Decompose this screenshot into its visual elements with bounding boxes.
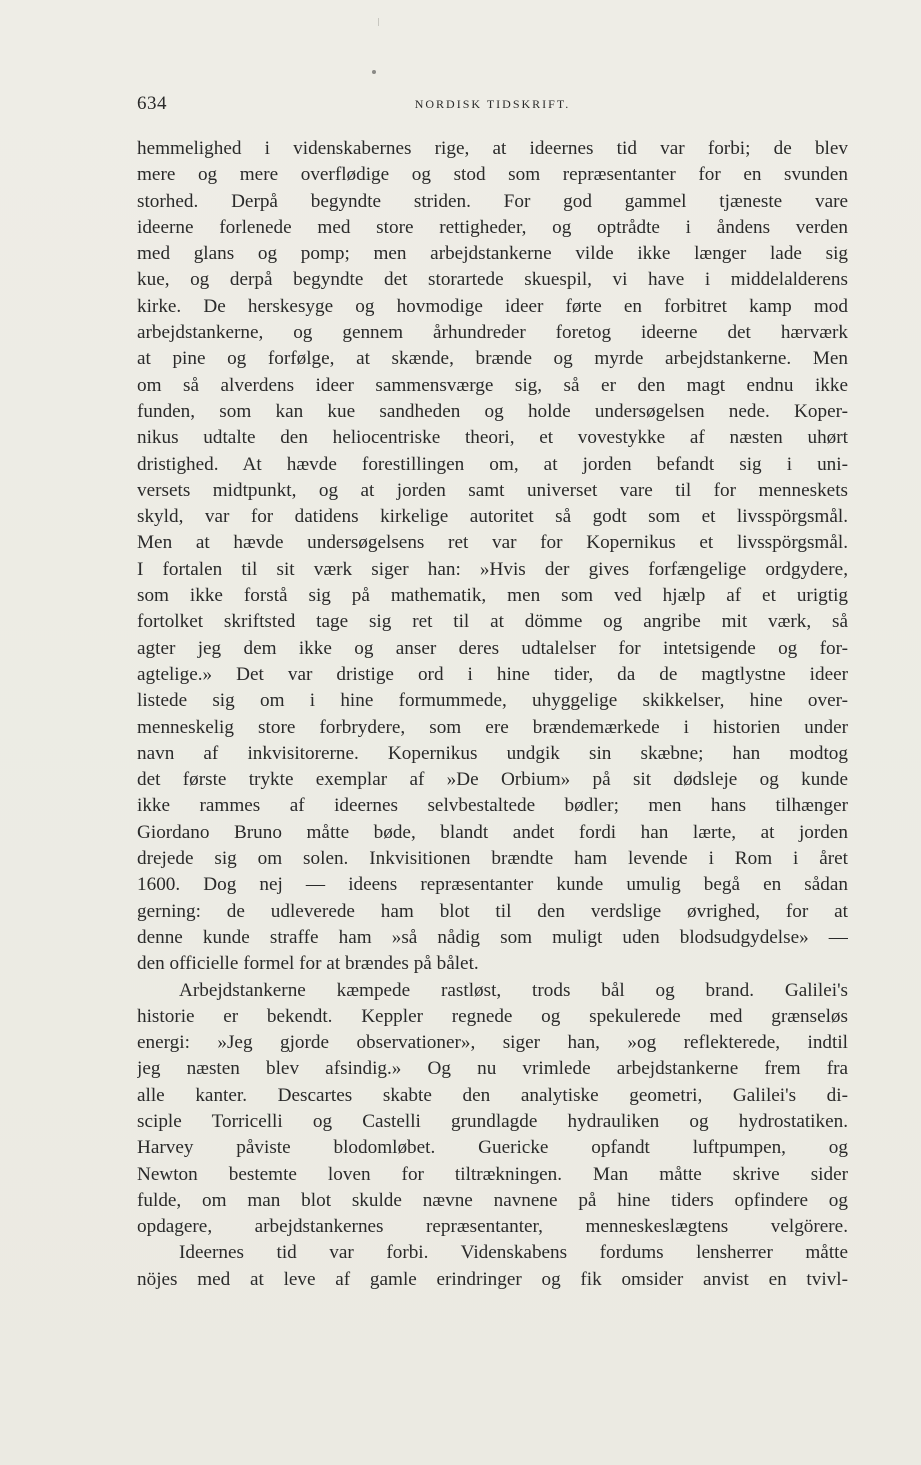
text-line: om så alverdens ideer sammensværge sig, så er den magt endnu ikke xyxy=(137,374,848,396)
text-line: sciple Torricelli og Castelli grundlagde hydrauliken og hydrostatiken. xyxy=(137,1110,848,1132)
text-line: mere og mere overflødige og stod som repræsentanter for en svunden xyxy=(137,164,848,186)
text-line: ikke rammes af ideernes selvbestaltede bødler; men hans tilhænger xyxy=(137,795,848,817)
ink-speck xyxy=(378,18,379,26)
text-line: I fortalen til sit værk siger han: »Hvis der gives forfængelige ordgydere, xyxy=(137,558,848,580)
text-line: hemmelighed i videnskabernes rige, at ideernes tid var forbi; de blev xyxy=(137,138,848,159)
text-line: versets midtpunkt, og at jorden samt universet vare til for menneskets xyxy=(137,479,848,501)
text-line: alle kanter. Descartes skabte den analytiske geometri, Galilei's di- xyxy=(137,1084,848,1106)
text-line: Giordano Bruno måtte bøde, blandt andet fordi han lærte, at jorden xyxy=(137,821,848,843)
text-line: Newton bestemte loven for tiltrækningen. Man måtte skrive sider xyxy=(137,1163,848,1185)
text-line: at pine og forfølge, at skænde, brænde og myrde arbejdstankerne. Men xyxy=(137,348,848,370)
text-line: listede sig om i hine formummede, uhyggelige skikkelser, hine over- xyxy=(137,690,848,712)
page-number: 634 xyxy=(137,93,167,114)
text-line: storhed. Derpå begyndte striden. For god gammel tjæneste vare xyxy=(137,190,848,212)
text-line: agter jeg dem ikke og anser deres udtalelser for intetsigende og for- xyxy=(137,637,848,659)
text-line: drejede sig om solen. Inkvisitionen brændte ham levende i Rom i året xyxy=(137,848,848,870)
running-head: NORDISK TIDSKRIFT. xyxy=(414,97,571,111)
text-line: det første trykte exemplar af »De Orbium» på sit dødsleje og kunde xyxy=(137,769,848,791)
text-line: kue, og derpå begyndte det storartede skuespil, vi have i middelalderens xyxy=(137,269,848,291)
text-line: dristighed. At hævde forestillingen om, at jorden befandt sig i uni- xyxy=(137,453,848,475)
text-line: nikus udtalte den heliocentriske theori, et vovestykke af næsten uhørt xyxy=(137,427,848,449)
text-line: denne kunde straffe ham »så nådig som muligt uden blodsudgydelse» — xyxy=(137,926,848,948)
text-line: menneskelig store forbrydere, som ere brændemærkede i historien under xyxy=(137,716,848,738)
text-line: den officielle formel for at brændes på bålet. xyxy=(137,953,479,975)
ink-speck xyxy=(372,70,376,74)
text-line: med glans og pomp; men arbejdstankerne vilde ikke længer lade sig xyxy=(137,243,848,265)
text-line: skyld, var for datidens kirkelige autoritet så godt som et livsspörgsmål. xyxy=(137,506,848,528)
text-line: 1600. Dog nej — ideens repræsentanter kunde umulig begå en sådan xyxy=(137,874,848,896)
text-line: ideerne forlenede med store rettigheder, og optrådte i åndens verden xyxy=(137,216,848,238)
text-line: navn af inkvisitorerne. Kopernikus undgik sin skæbne; han modtog xyxy=(137,742,848,764)
text-line: Ideernes tid var forbi. Videnskabens fordums lensherrer måtte xyxy=(179,1242,848,1264)
text-line: nöjes med at leve af gamle erindringer og fik omsider anvist en tvivl- xyxy=(137,1268,848,1290)
text-line: jeg næsten blev afsindig.» Og nu vrimlede arbejdstankerne frem fra xyxy=(137,1058,848,1080)
text-line: Arbejdstankerne kæmpede rastløst, trods bål og brand. Galilei's xyxy=(179,979,848,1001)
page-header xyxy=(137,93,848,117)
text-line: energi: »Jeg gjorde observationer», siger han, »og reflekterede, indtil xyxy=(137,1032,848,1054)
text-line: arbejdstankerne, og gennem århundreder foretog ideerne det hærværk xyxy=(137,322,848,344)
text-line: opdagere, arbejdstankernes repræsentanter, menneskeslægtens velgörere. xyxy=(137,1216,848,1238)
text-line: fulde, om man blot skulde nævne navnene på hine tiders opfindere og xyxy=(137,1189,848,1211)
body-text xyxy=(137,136,848,1293)
text-line: agtelige.» Det var dristige ord i hine tider, da de magtlystne ideer xyxy=(137,663,848,685)
text-line: Harvey påviste blodomløbet. Guericke opfandt luftpumpen, og xyxy=(137,1137,848,1159)
text-line: gerning: de udleverede ham blot til den verdslige øvrighed, for at xyxy=(137,900,848,922)
text-line: historie er bekendt. Keppler regnede og spekulerede med grænseløs xyxy=(137,1005,848,1027)
text-line: som ikke forstå sig på mathematik, men som ved hjælp af et urigtig xyxy=(137,585,848,607)
text-line: fortolket skriftsted tage sig ret til at dömme og angribe mit værk, så xyxy=(137,611,848,633)
text-line: funden, som kan kue sandheden og holde undersøgelsen nede. Koper- xyxy=(137,400,848,422)
text-line: kirke. De herskesyge og hovmodige ideer førte en forbitret kamp mod xyxy=(137,295,848,317)
text-line: Men at hævde undersøgelsens ret var for Kopernikus et livsspörgsmål. xyxy=(137,532,848,554)
